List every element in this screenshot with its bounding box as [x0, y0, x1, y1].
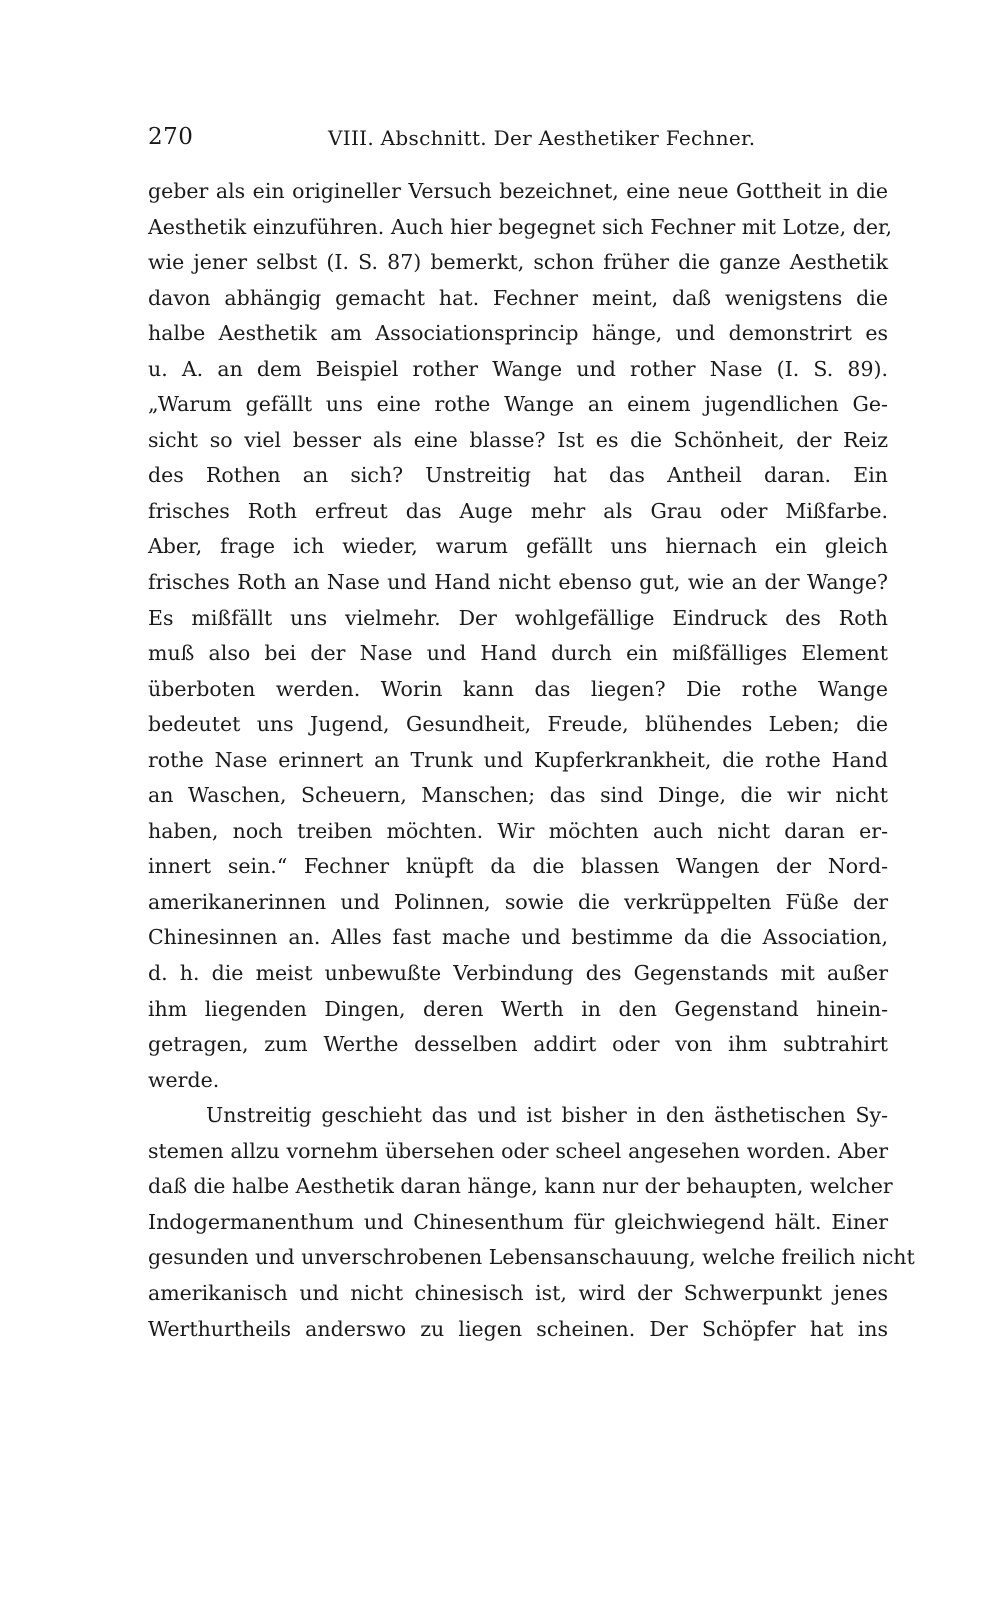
- text-line: Es mißfällt uns vielmehr. Der wohlgefällige Eindruck des Roth: [148, 605, 888, 630]
- text-line: rothe Nase erinnert an Trunk und Kupferkrankheit, die rothe Hand: [148, 747, 888, 772]
- paragraph-1: [148, 174, 893, 1098]
- text-line: frisches Roth erfreut das Auge mehr als Grau oder Mißfarbe.: [148, 498, 888, 523]
- text-line: davon abhängig gemacht hat. Fechner meint, daß wenigstens die: [148, 285, 888, 310]
- text-line: des Rothen an sich? Unstreitig hat das Antheil daran. Ein: [148, 463, 888, 488]
- text-line: getragen, zum Werthe desselben addirt oder von ihm subtrahirt: [148, 1032, 888, 1057]
- text-line: werde.: [148, 1067, 220, 1092]
- page-header: [148, 118, 888, 158]
- body-text: [148, 174, 915, 1347]
- text-line: Aber, frage ich wieder, warum gefällt uns hiernach ein gleich: [148, 534, 888, 559]
- text-line: Werthurtheils anderswo zu liegen scheinen. Der Schöpfer hat ins: [148, 1316, 888, 1341]
- text-line: d. h. die meist unbewußte Verbindung des Gegenstands mit außer: [148, 961, 888, 986]
- paragraph-2: [148, 1098, 915, 1347]
- text-line: daß die halbe Aesthetik daran hänge, kann nur der behaupten, welcher: [148, 1174, 893, 1199]
- text-line: muß also bei der Nase und Hand durch ein mißfälliges Element: [148, 641, 888, 666]
- page-number: 270: [148, 124, 194, 150]
- text-line: frisches Roth an Nase und Hand nicht ebenso gut, wie an der Wange?: [148, 570, 888, 595]
- text-line: sicht so viel besser als eine blasse? Ist es die Schönheit, der Reiz: [148, 427, 888, 452]
- text-line: Unstreitig geschieht das und ist bisher in den ästhetischen Sy-: [206, 1103, 888, 1128]
- text-line: wie jener selbst (I. S. 87) bemerkt, schon früher die ganze Aesthetik: [148, 250, 888, 275]
- text-line: geber als ein origineller Versuch bezeichnet, eine neue Gottheit in die: [148, 179, 888, 203]
- text-line: ihm liegenden Dingen, deren Werth in den Gegenstand hinein-: [148, 996, 888, 1021]
- text-line: Indogermanenthum und Chinesenthum für gleichwiegend hält. Einer: [148, 1209, 888, 1234]
- text-line: an Waschen, Scheuern, Manschen; das sind Dinge, die wir nicht: [148, 783, 888, 808]
- text-line: Aesthetik einzuführen. Auch hier begegnet sich Fechner mit Lotze, der,: [148, 214, 893, 239]
- text-line: gesunden und unverschrobenen Lebensanschauung, welche freilich nicht: [148, 1245, 915, 1270]
- text-line: halbe Aesthetik am Associationsprincip hänge, und demonstrirt es: [148, 321, 888, 346]
- text-line: überboten werden. Worin kann das liegen? Die rothe Wange: [148, 676, 888, 701]
- text-line: u. A. an dem Beispiel rother Wange und rother Nase (I. S. 89).: [148, 356, 888, 381]
- text-line: stemen allzu vornehm übersehen oder scheel angesehen worden. Aber: [148, 1138, 888, 1163]
- text-line: „Warum gefällt uns eine rothe Wange an einem jugendlichen Ge-: [148, 392, 888, 417]
- text-line: amerikanerinnen und Polinnen, sowie die verkrüppelten Füße der: [148, 889, 888, 914]
- text-line: innert sein.“ Fechner knüpft da die blassen Wangen der Nord-: [148, 854, 888, 879]
- running-head: VIII. Abschnitt. Der Aesthetiker Fechner.: [328, 126, 756, 150]
- text-line: Chinesinnen an. Alles fast mache und bestimme da die Association,: [148, 925, 888, 950]
- text-line: haben, noch treiben möchten. Wir möchten auch nicht daran er-: [148, 818, 888, 843]
- text-line: bedeutet uns Jugend, Gesundheit, Freude, blühendes Leben; die: [148, 712, 888, 737]
- text-line: amerikanisch und nicht chinesisch ist, wird der Schwerpunkt jenes: [148, 1280, 888, 1305]
